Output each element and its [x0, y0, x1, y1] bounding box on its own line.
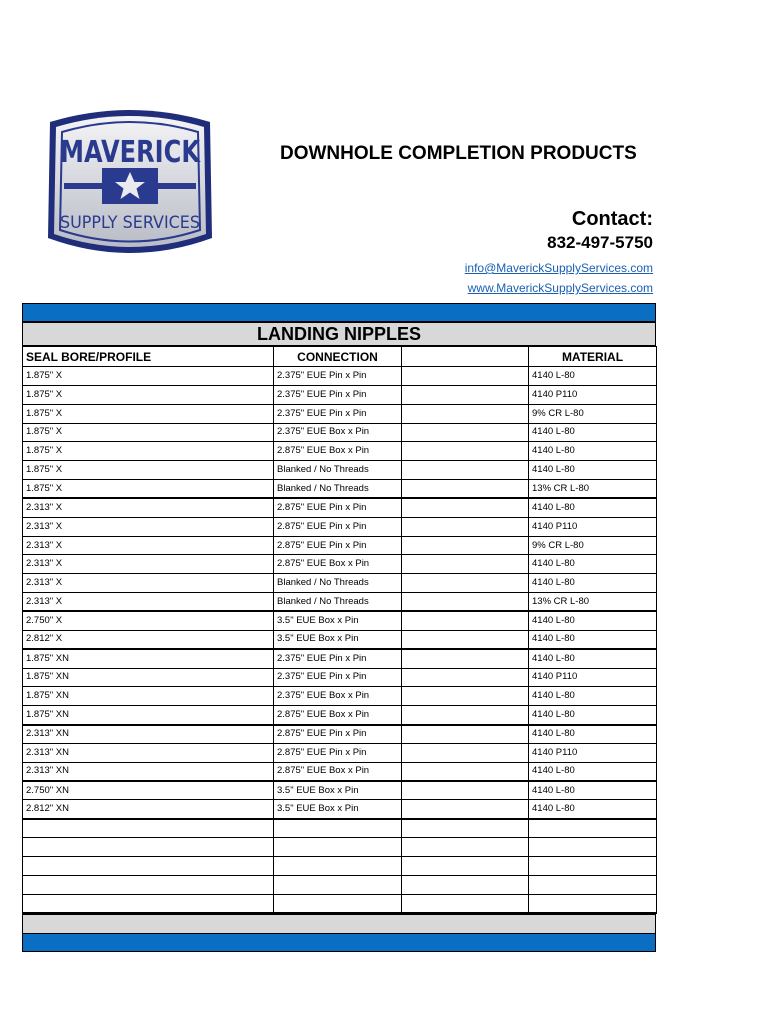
table-row — [23, 838, 657, 857]
seal-bore-cell: 1.875" X — [23, 461, 274, 480]
blank-cell — [402, 838, 529, 857]
table-header-row — [23, 347, 657, 367]
table-row — [23, 706, 657, 725]
column-header-blank — [402, 347, 529, 367]
connection-cell — [274, 875, 402, 894]
connection-cell: Blanked / No Threads — [274, 593, 402, 612]
seal-bore-cell: 1.875" X — [23, 423, 274, 442]
connection-cell: 2.375" EUE Pin x Pin — [274, 404, 402, 423]
connection-cell: 3.5" EUE Box x Pin — [274, 800, 402, 819]
connection-cell: 2.875" EUE Pin x Pin — [274, 517, 402, 536]
blank-cell — [402, 687, 529, 706]
connection-cell: 2.875" EUE Pin x Pin — [274, 725, 402, 744]
column-header-seal-bore: SEAL BORE/PROFILE — [23, 347, 274, 367]
material-cell — [529, 856, 657, 875]
material-cell: 4140 L-80 — [529, 687, 657, 706]
connection-cell: 3.5" EUE Box x Pin — [274, 781, 402, 800]
table-row — [23, 781, 657, 800]
logo-top-text: MAVERICK — [60, 135, 202, 170]
material-cell: 4140 P110 — [529, 517, 657, 536]
blank-cell — [402, 593, 529, 612]
blank-cell — [402, 423, 529, 442]
material-cell: 4140 L-80 — [529, 498, 657, 517]
table-row — [23, 574, 657, 593]
connection-cell — [274, 856, 402, 875]
seal-bore-cell: 1.875" X — [23, 480, 274, 499]
material-cell — [529, 819, 657, 838]
blank-cell — [402, 555, 529, 574]
contact-phone: 832-497-5750 — [547, 233, 653, 252]
table-row — [23, 725, 657, 744]
blank-cell — [402, 875, 529, 894]
blank-cell — [402, 480, 529, 499]
bottom-gray-bar — [22, 914, 656, 934]
blank-cell — [402, 800, 529, 819]
connection-cell: 2.875" EUE Box x Pin — [274, 555, 402, 574]
seal-bore-cell: 2.313" X — [23, 517, 274, 536]
seal-bore-cell — [23, 838, 274, 857]
material-cell — [529, 838, 657, 857]
table-row — [23, 800, 657, 819]
blank-cell — [402, 611, 529, 630]
product-sheet — [22, 303, 656, 952]
material-cell: 4140 L-80 — [529, 781, 657, 800]
table-row — [23, 687, 657, 706]
blank-cell — [402, 894, 529, 913]
table-row — [23, 762, 657, 781]
seal-bore-cell: 2.313" XN — [23, 743, 274, 762]
material-cell: 4140 L-80 — [529, 423, 657, 442]
table-row — [23, 517, 657, 536]
table-row — [23, 498, 657, 517]
blank-cell — [402, 819, 529, 838]
seal-bore-cell: 2.313" XN — [23, 725, 274, 744]
material-cell — [529, 894, 657, 913]
bottom-accent-bar — [22, 934, 656, 952]
blank-cell — [402, 574, 529, 593]
connection-cell: 3.5" EUE Box x Pin — [274, 630, 402, 649]
blank-cell — [402, 762, 529, 781]
table-row — [23, 461, 657, 480]
seal-bore-cell: 2.812" XN — [23, 800, 274, 819]
seal-bore-cell — [23, 875, 274, 894]
material-cell: 13% CR L-80 — [529, 480, 657, 499]
material-cell: 4140 L-80 — [529, 706, 657, 725]
material-cell: 4140 P110 — [529, 743, 657, 762]
material-cell: 4140 L-80 — [529, 574, 657, 593]
column-header-material: MATERIAL — [529, 347, 657, 367]
table-row — [23, 856, 657, 875]
seal-bore-cell: 2.750" XN — [23, 781, 274, 800]
material-cell: 4140 L-80 — [529, 762, 657, 781]
material-cell: 4140 L-80 — [529, 461, 657, 480]
connection-cell: 2.375" EUE Box x Pin — [274, 687, 402, 706]
seal-bore-cell: 1.875" XN — [23, 668, 274, 687]
seal-bore-cell: 2.313" X — [23, 555, 274, 574]
blank-cell — [402, 498, 529, 517]
page-title: DOWNHOLE COMPLETION PRODUCTS — [280, 143, 637, 164]
blank-cell — [402, 649, 529, 668]
seal-bore-cell: 2.313" X — [23, 593, 274, 612]
blank-cell — [402, 442, 529, 461]
table-row — [23, 423, 657, 442]
seal-bore-cell: 2.313" X — [23, 536, 274, 555]
material-cell: 4140 L-80 — [529, 649, 657, 668]
blank-cell — [402, 706, 529, 725]
material-cell: 4140 L-80 — [529, 442, 657, 461]
section-title: LANDING NIPPLES — [22, 322, 656, 346]
connection-cell — [274, 819, 402, 838]
website-link[interactable]: www.MaverickSupplyServices.com — [467, 281, 653, 295]
seal-bore-cell: 1.875" XN — [23, 706, 274, 725]
seal-bore-cell: 2.812" X — [23, 630, 274, 649]
seal-bore-cell: 2.313" XN — [23, 762, 274, 781]
connection-cell: 2.875" EUE Box x Pin — [274, 706, 402, 725]
connection-cell — [274, 838, 402, 857]
seal-bore-cell: 1.875" X — [23, 442, 274, 461]
table-row — [23, 894, 657, 913]
seal-bore-cell: 1.875" XN — [23, 687, 274, 706]
blank-cell — [402, 668, 529, 687]
table-row — [23, 819, 657, 838]
table-row — [23, 668, 657, 687]
connection-cell: 2.875" EUE Box x Pin — [274, 762, 402, 781]
material-cell: 4140 L-80 — [529, 611, 657, 630]
email-link[interactable]: info@MaverickSupplyServices.com — [464, 261, 653, 275]
logo-bottom-text: SUPPLY SERVICES — [60, 213, 200, 233]
material-cell: 9% CR L-80 — [529, 404, 657, 423]
connection-cell — [274, 894, 402, 913]
material-cell: 4140 P110 — [529, 385, 657, 404]
maverick-logo — [40, 100, 220, 265]
connection-cell: 2.875" EUE Box x Pin — [274, 442, 402, 461]
material-cell: 13% CR L-80 — [529, 593, 657, 612]
blank-cell — [402, 536, 529, 555]
seal-bore-cell: 1.875" X — [23, 404, 274, 423]
table-row — [23, 743, 657, 762]
products-table — [22, 346, 657, 914]
connection-cell: Blanked / No Threads — [274, 461, 402, 480]
material-cell: 4140 L-80 — [529, 555, 657, 574]
blank-cell — [402, 743, 529, 762]
table-row — [23, 649, 657, 668]
material-cell: 4140 L-80 — [529, 800, 657, 819]
contact-label: Contact: — [571, 208, 653, 230]
material-cell — [529, 875, 657, 894]
table-row — [23, 404, 657, 423]
connection-cell: 2.375" EUE Pin x Pin — [274, 649, 402, 668]
table-row — [23, 555, 657, 574]
table-row — [23, 875, 657, 894]
table-row — [23, 367, 657, 386]
material-cell: 4140 L-80 — [529, 725, 657, 744]
seal-bore-cell: 2.750" X — [23, 611, 274, 630]
table-row — [23, 593, 657, 612]
blank-cell — [402, 781, 529, 800]
seal-bore-cell: 1.875" XN — [23, 649, 274, 668]
material-cell: 4140 P110 — [529, 668, 657, 687]
seal-bore-cell — [23, 819, 274, 838]
seal-bore-cell: 2.313" X — [23, 574, 274, 593]
connection-cell: Blanked / No Threads — [274, 480, 402, 499]
connection-cell: 2.875" EUE Pin x Pin — [274, 498, 402, 517]
connection-cell: 3.5" EUE Box x Pin — [274, 611, 402, 630]
material-cell: 4140 L-80 — [529, 630, 657, 649]
blank-cell — [402, 856, 529, 875]
connection-cell: Blanked / No Threads — [274, 574, 402, 593]
blank-cell — [402, 630, 529, 649]
blank-cell — [402, 725, 529, 744]
blank-cell — [402, 404, 529, 423]
seal-bore-cell: 1.875" X — [23, 385, 274, 404]
blank-cell — [402, 367, 529, 386]
connection-cell: 2.375" EUE Pin x Pin — [274, 668, 402, 687]
blank-cell — [402, 385, 529, 404]
connection-cell: 2.375" EUE Pin x Pin — [274, 385, 402, 404]
material-cell: 9% CR L-80 — [529, 536, 657, 555]
table-row — [23, 442, 657, 461]
table-row — [23, 480, 657, 499]
table-row — [23, 536, 657, 555]
blank-cell — [402, 517, 529, 536]
connection-cell: 2.375" EUE Pin x Pin — [274, 367, 402, 386]
seal-bore-cell: 2.313" X — [23, 498, 274, 517]
seal-bore-cell — [23, 856, 274, 875]
table-row — [23, 630, 657, 649]
material-cell: 4140 L-80 — [529, 367, 657, 386]
column-header-connection: CONNECTION — [274, 347, 402, 367]
seal-bore-cell: 1.875" X — [23, 367, 274, 386]
table-row — [23, 385, 657, 404]
table-row — [23, 611, 657, 630]
connection-cell: 2.375" EUE Box x Pin — [274, 423, 402, 442]
blank-cell — [402, 461, 529, 480]
seal-bore-cell — [23, 894, 274, 913]
connection-cell: 2.875" EUE Pin x Pin — [274, 743, 402, 762]
connection-cell: 2.875" EUE Pin x Pin — [274, 536, 402, 555]
top-accent-bar — [22, 303, 656, 322]
